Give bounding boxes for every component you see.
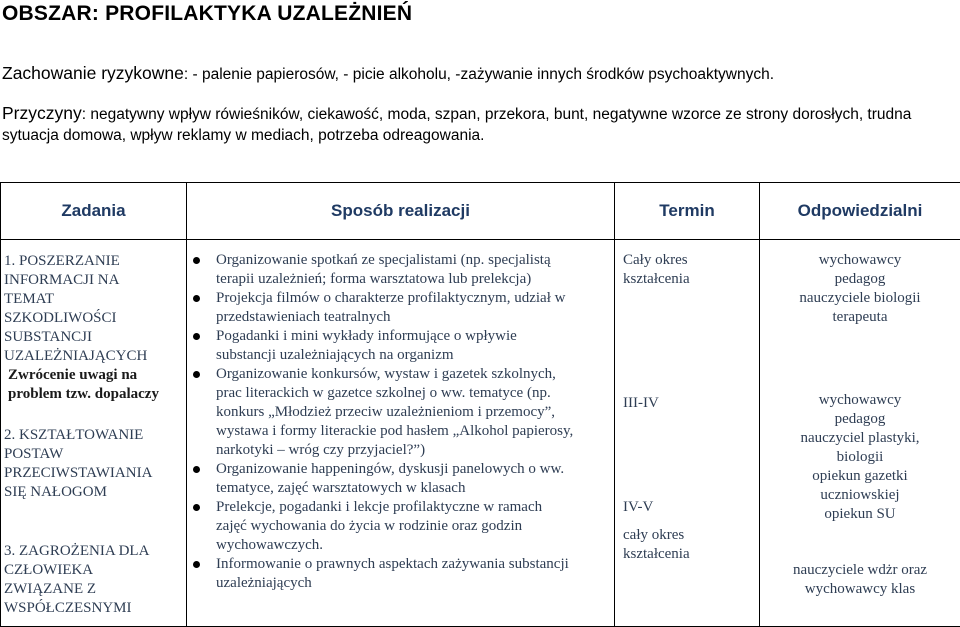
term-3	[623, 498, 759, 517]
method-line: Organizowanie spotkań ze specjalistami (np. specjalistą	[216, 251, 612, 270]
prevention-table	[0, 182, 960, 627]
responsible-line: nauczyciele wdżr oraz	[760, 561, 960, 580]
responsible-line: biologii	[760, 448, 960, 467]
list-item	[191, 555, 612, 593]
causes-label: Przyczyny	[2, 103, 82, 123]
term-line: cały okres	[623, 526, 759, 545]
method-line: konkurs „Młodzież przeciw uzależnieniom i przemocy”,	[216, 403, 612, 422]
method-line: prac literackich w gazetce szkolnej o ww. tematyce (np.	[216, 384, 612, 403]
responsible-line: nauczyciele biologii	[760, 289, 960, 308]
methods-list	[191, 251, 612, 593]
responsible-cell	[760, 240, 960, 627]
task-1	[4, 252, 186, 404]
task-line: ZWIĄZANE Z	[4, 580, 186, 599]
responsible-2	[760, 391, 960, 524]
task-line: UZALEŻNIAJĄCYCH	[4, 347, 186, 366]
task-line: POSTAW	[4, 445, 186, 464]
bullet-icon	[193, 561, 200, 568]
method-line: uzależniających	[216, 574, 612, 593]
method-line: Organizowanie happeningów, dyskusji panelowych o ww.	[216, 460, 612, 479]
causes-paragraph	[2, 103, 952, 146]
term-line: Cały okres	[623, 251, 759, 270]
responsible-line: uczniowskiej	[760, 486, 960, 505]
method-line: tematyce, zajęć warsztatowych w klasach	[216, 479, 612, 498]
bullet-icon	[193, 257, 200, 264]
task-line: CZŁOWIEKA	[4, 561, 186, 580]
bullet-icon	[193, 466, 200, 473]
responsible-3	[760, 561, 960, 599]
table-row	[1, 240, 960, 627]
responsible-line: terapeuta	[760, 308, 960, 327]
term-4	[623, 526, 759, 564]
method-line: Pogadanki i mini wykłady informujące o wpływie	[216, 327, 612, 346]
bullet-icon	[193, 371, 200, 378]
responsible-line: opiekun gazetki	[760, 467, 960, 486]
task-3	[4, 542, 186, 618]
responsible-line: wychowawcy	[760, 251, 960, 270]
method-line: wychowawczych.	[216, 536, 612, 555]
method-line: Projekcja filmów o charakterze profilaktycznym, udział w	[216, 289, 612, 308]
responsible-line: pedagog	[760, 410, 960, 429]
methods-cell	[187, 240, 615, 627]
task-line: PRZECIWSTAWIANIA	[4, 464, 186, 483]
header-responsible: Odpowiedzialni	[760, 183, 960, 240]
risk-behavior-label: Zachowanie ryzykowne	[2, 63, 184, 83]
task-line: WSPÓŁCZESNYMI	[4, 599, 186, 618]
responsible-line: opiekun SU	[760, 505, 960, 524]
task-line: SIĘ NAŁOGOM	[4, 483, 186, 502]
method-line: wystawa i formy literackie pod hasłem „Alkohol papierosy,	[216, 422, 612, 441]
list-item	[191, 327, 612, 365]
method-line: Organizowanie konkursów, wystaw i gazetek szkolnych,	[216, 365, 612, 384]
task-note: Zwrócenie uwagi na	[4, 366, 186, 385]
term-line: kształcenia	[623, 545, 759, 564]
method-line: substancji uzależniających na organizm	[216, 346, 612, 365]
method-line: Prelekcje, pogadanki i lekcje profilaktyczne w ramach	[216, 498, 612, 517]
method-line: przedstawieniach teatralnych	[216, 308, 612, 327]
responsible-1	[760, 251, 960, 327]
responsible-line: wychowawcy	[760, 391, 960, 410]
term-line: III-IV	[623, 394, 759, 413]
responsible-line: wychowawcy klas	[760, 580, 960, 599]
task-line: INFORMACJI NA	[4, 271, 186, 290]
causes-text: : negatywny wpływ rówieśników, ciekawość, moda, szpan, przekora, bunt, negatywne wzorce ze strony dorosłych, trudna sytuacja domowa, wpływ reklamy w mediach, potrzeba odreagowania.	[2, 106, 911, 144]
list-item	[191, 251, 612, 289]
task-line: SUBSTANCJI	[4, 328, 186, 347]
list-item	[191, 289, 612, 327]
bullet-icon	[193, 295, 200, 302]
task-2	[4, 426, 186, 502]
term-2	[623, 394, 759, 413]
list-item	[191, 460, 612, 498]
list-item	[191, 365, 612, 460]
responsible-line: pedagog	[760, 270, 960, 289]
tasks-cell	[1, 240, 187, 627]
task-note: problem tzw. dopalaczy	[4, 385, 186, 404]
term-line: kształcenia	[623, 270, 759, 289]
list-item	[191, 498, 612, 555]
header-term: Termin	[615, 183, 760, 240]
task-line: 3. ZAGROŻENIA DLA	[4, 542, 186, 561]
terms-cell	[615, 240, 760, 627]
term-1	[623, 251, 759, 289]
responsible-line: nauczyciel plastyki,	[760, 429, 960, 448]
header-tasks: Zadania	[1, 183, 187, 240]
risk-behavior-paragraph	[2, 63, 774, 85]
risk-behavior-text: : - palenie papierosów, - picie alkoholu, -zażywanie innych środków psychoaktywnych.	[184, 66, 774, 83]
method-line: zajęć wychowania do życia w rodzinie oraz godzin	[216, 517, 612, 536]
task-line: SZKODLIWOŚCI	[4, 309, 186, 328]
header-method: Sposób realizacji	[187, 183, 615, 240]
bullet-icon	[193, 333, 200, 340]
table-header-row	[1, 183, 960, 240]
method-line: Informowanie o prawnych aspektach zażywania substancji	[216, 555, 612, 574]
task-line: 2. KSZTAŁTOWANIE	[4, 426, 186, 445]
method-line: narkotyki – wróg czy przyjaciel?”)	[216, 441, 612, 460]
method-line: terapii uzależnień; forma warsztatowa lub prelekcja)	[216, 270, 612, 289]
task-line: 1. POSZERZANIE	[4, 252, 186, 271]
page-title: OBSZAR: PROFILAKTYKA UZALEŻNIEŃ	[2, 2, 412, 26]
bullet-icon	[193, 504, 200, 511]
term-line: IV-V	[623, 498, 759, 517]
task-line: TEMAT	[4, 290, 186, 309]
